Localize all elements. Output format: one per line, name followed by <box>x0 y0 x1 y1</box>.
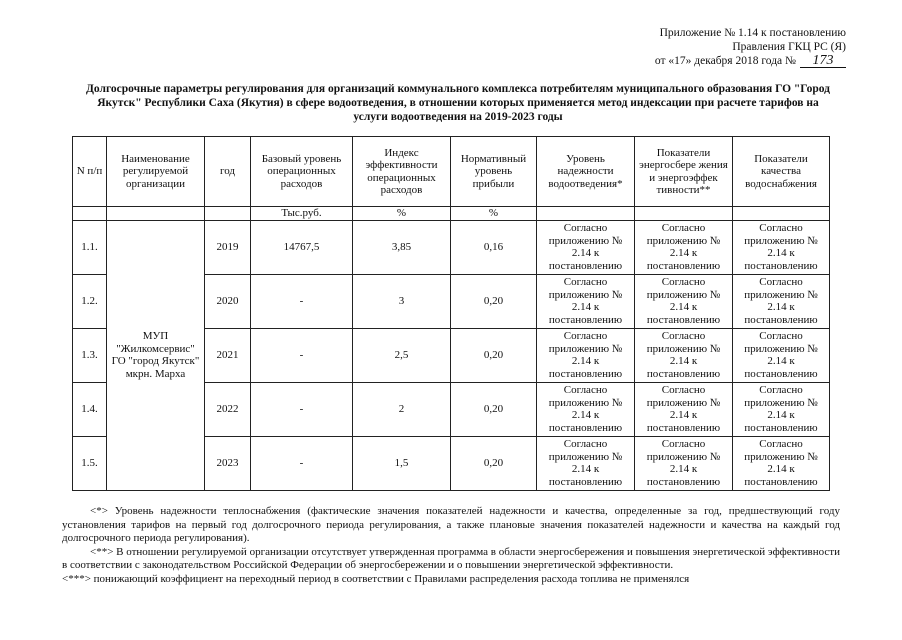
reliability-cell: Согласно приложению № 2.14 к постановлению <box>537 274 635 328</box>
footnote-coefficient: <***> понижающий коэффициент на переходный период в соответствии с Правилами распределения расхода топлива не применялся <box>62 572 690 585</box>
quality-cell: Согласно приложению № 2.14 к постановлению <box>733 328 830 382</box>
column-header: Показатели энергосбере жения и энергоэффек тивности** <box>635 137 733 207</box>
document-header <box>655 26 846 68</box>
column-header: Уровень надежности водоотведения* <box>537 137 635 207</box>
base-cost-cell: - <box>251 436 353 490</box>
profit-level-cell: 0,20 <box>451 436 537 490</box>
unit-cell <box>635 207 733 221</box>
column-header: год <box>205 137 251 207</box>
unit-cell <box>537 207 635 221</box>
organization-name: МУП "Жилкомсервис" ГО "город Якутск" мкрн. Марха <box>107 220 205 490</box>
document-title: Долгосрочные параметры регулирования для организаций коммунального комплекса потребителям муниципального образования ГО "Город Якутск" Республики Саха (Якутия) в сфере водоотведения, в отношении которых применяется метод индексации при расчете тарифов на услуги водоотведения на 2019-2023 годы <box>85 83 830 123</box>
energy-efficiency-cell: Согласно приложению № 2.14 к постановлению <box>635 382 733 436</box>
column-header: Наименование регулируемой организации <box>107 137 205 207</box>
base-cost-cell: - <box>251 328 353 382</box>
efficiency-index-cell: 1,5 <box>353 436 451 490</box>
base-cost-cell: 14767,5 <box>251 220 353 274</box>
quality-cell: Согласно приложению № 2.14 к постановлению <box>733 220 830 274</box>
row-number: 1.2. <box>73 274 107 328</box>
column-header: Нормативный уровень прибыли <box>451 137 537 207</box>
header-date: от «17» декабря 2018 года № <box>654 55 796 67</box>
column-header: Показатели качества водоснабжения <box>733 137 830 207</box>
unit-cell <box>733 207 830 221</box>
table-units-row <box>73 207 830 221</box>
footnotes <box>62 505 840 586</box>
footnote-reliability: <*> Уровень надежности теплоснабжения (фактические значения показателей надежности и качества, определенные за год, предшествующий году установления тарифов на первый год долгосрочного периода регулирования, а также плановые значения показателей надежности и качества на каждый год долгосрочного периода регулирования). <box>62 505 840 544</box>
quality-cell: Согласно приложению № 2.14 к постановлению <box>733 436 830 490</box>
row-number: 1.5. <box>73 436 107 490</box>
energy-efficiency-cell: Согласно приложению № 2.14 к постановлению <box>635 220 733 274</box>
efficiency-index-cell: 3 <box>353 274 451 328</box>
unit-cell <box>73 207 107 221</box>
row-number: 1.3. <box>73 328 107 382</box>
year-cell: 2021 <box>205 328 251 382</box>
column-header: Базовый уровень операционных расходов <box>251 137 353 207</box>
header-line-1: Приложение № 1.14 к постановлению <box>659 27 846 39</box>
unit-cell <box>205 207 251 221</box>
year-cell: 2023 <box>205 436 251 490</box>
reliability-cell: Согласно приложению № 2.14 к постановлению <box>537 220 635 274</box>
year-cell: 2022 <box>205 382 251 436</box>
year-cell: 2020 <box>205 274 251 328</box>
unit-cell: % <box>451 207 537 221</box>
energy-efficiency-cell: Согласно приложению № 2.14 к постановлению <box>635 436 733 490</box>
base-cost-cell: - <box>251 382 353 436</box>
footnote-energy: <**> В отношении регулируемой организации отсутствует утвержденная программа в области энергосбережения и повышения энергетической эффективности в соответствии с законодательством Российской Федерации об энергосбережении и о повышении энергетической эффективности. <box>62 545 840 571</box>
table-header-row <box>73 137 830 207</box>
order-number: 173 <box>800 54 846 68</box>
profit-level-cell: 0,20 <box>451 274 537 328</box>
efficiency-index-cell: 2 <box>353 382 451 436</box>
unit-cell: % <box>353 207 451 221</box>
profit-level-cell: 0,16 <box>451 220 537 274</box>
row-number: 1.4. <box>73 382 107 436</box>
table-body <box>73 137 830 491</box>
quality-cell: Согласно приложению № 2.14 к постановлению <box>733 382 830 436</box>
profit-level-cell: 0,20 <box>451 382 537 436</box>
base-cost-cell: - <box>251 274 353 328</box>
reliability-cell: Согласно приложению № 2.14 к постановлению <box>537 382 635 436</box>
parameters-table <box>72 136 830 491</box>
column-header: N п/п <box>73 137 107 207</box>
efficiency-index-cell: 3,85 <box>353 220 451 274</box>
header-line-3 <box>655 54 846 68</box>
column-header: Индекс эффективности операционных расходов <box>353 137 451 207</box>
year-cell: 2019 <box>205 220 251 274</box>
energy-efficiency-cell: Согласно приложению № 2.14 к постановлению <box>635 328 733 382</box>
energy-efficiency-cell: Согласно приложению № 2.14 к постановлению <box>635 274 733 328</box>
table-row <box>73 220 830 274</box>
efficiency-index-cell: 2,5 <box>353 328 451 382</box>
profit-level-cell: 0,20 <box>451 328 537 382</box>
reliability-cell: Согласно приложению № 2.14 к постановлению <box>537 328 635 382</box>
row-number: 1.1. <box>73 220 107 274</box>
unit-cell <box>107 207 205 221</box>
unit-cell: Тыс.руб. <box>251 207 353 221</box>
quality-cell: Согласно приложению № 2.14 к постановлению <box>733 274 830 328</box>
reliability-cell: Согласно приложению № 2.14 к постановлению <box>537 436 635 490</box>
header-line-2: Правления ГКЦ РС (Я) <box>732 41 846 53</box>
